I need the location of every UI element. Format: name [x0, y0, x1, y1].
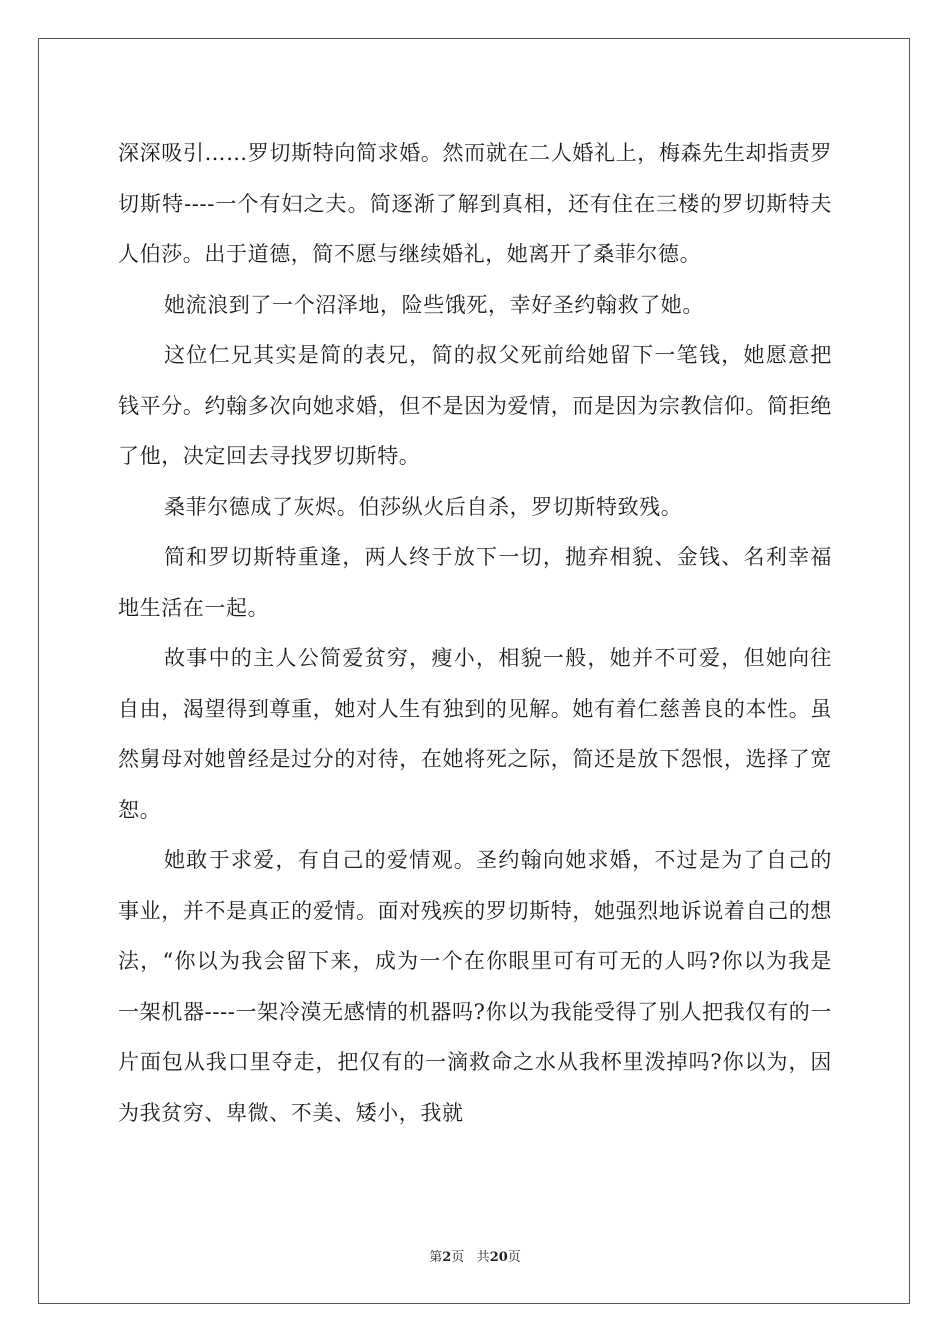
- total-label-prefix: 共: [476, 1250, 490, 1265]
- page-label-suffix: 页: [451, 1250, 465, 1265]
- paragraph: 桑菲尔德成了灰烬。伯莎纵火后自杀，罗切斯特致残。: [164, 494, 683, 519]
- total-label-suffix: 页: [507, 1250, 521, 1265]
- document-body: [118, 128, 832, 1138]
- page-total: 20: [489, 1250, 508, 1265]
- page-label-prefix: 第: [429, 1250, 443, 1265]
- page-number: 2: [442, 1250, 452, 1265]
- paragraph: 她流浪到了一个沼泽地，险些饿死，幸好圣约翰救了她。: [164, 292, 704, 317]
- paragraph: 故事中的主人公简爱贫穷，瘦小，相貌一般，她并不可爱，但她向往自由，渴望得到尊重，她对人生有独到的见解。她有着仁慈善良的本性。虽然舅母对她曾经是过分的对待，在她将死之际，简还是放下怨恨，选择了宽恕。: [118, 646, 832, 822]
- paragraph: 简和罗切斯特重逢，两人终于放下一切，抛弃相貌、金钱、名利幸福地生活在一起。: [118, 545, 832, 620]
- paragraph: 深深吸引……罗切斯特向简求婚。然而就在二人婚礼上，梅森先生却指责罗切斯特----一个有妇之夫。简逐渐了解到真相，还有住在三楼的罗切斯特夫人伯莎。出于道德，简不愿与继续婚礼，她离开了桑菲尔德。: [118, 141, 832, 266]
- page-footer: [0, 1246, 950, 1265]
- paragraph: 这位仁兄其实是简的表兄，简的叔父死前给她留下一笔钱，她愿意把钱平分。约翰多次向她求婚，但不是因为爱情，而是因为宗教信仰。简拒绝了他，决定回去寻找罗切斯特。: [118, 343, 832, 468]
- paragraph: 她敢于求爱，有自己的爱情观。圣约翰向她求婚，不过是为了自己的事业，并不是真正的爱情。面对残疾的罗切斯特，她强烈地诉说着自己的想法，“你以为我会留下来，成为一个在你眼里可有可无的人吗?你以为我是一架机器----一架冷漠无感情的机器吗?你以为我能受得了别人把我仅有的一片面包从我口里夺走，把仅有的一滴救命之水从我杯里泼掉吗?你以为，因为我贫穷、卑微、不美、矮小，我就: [118, 848, 832, 1125]
